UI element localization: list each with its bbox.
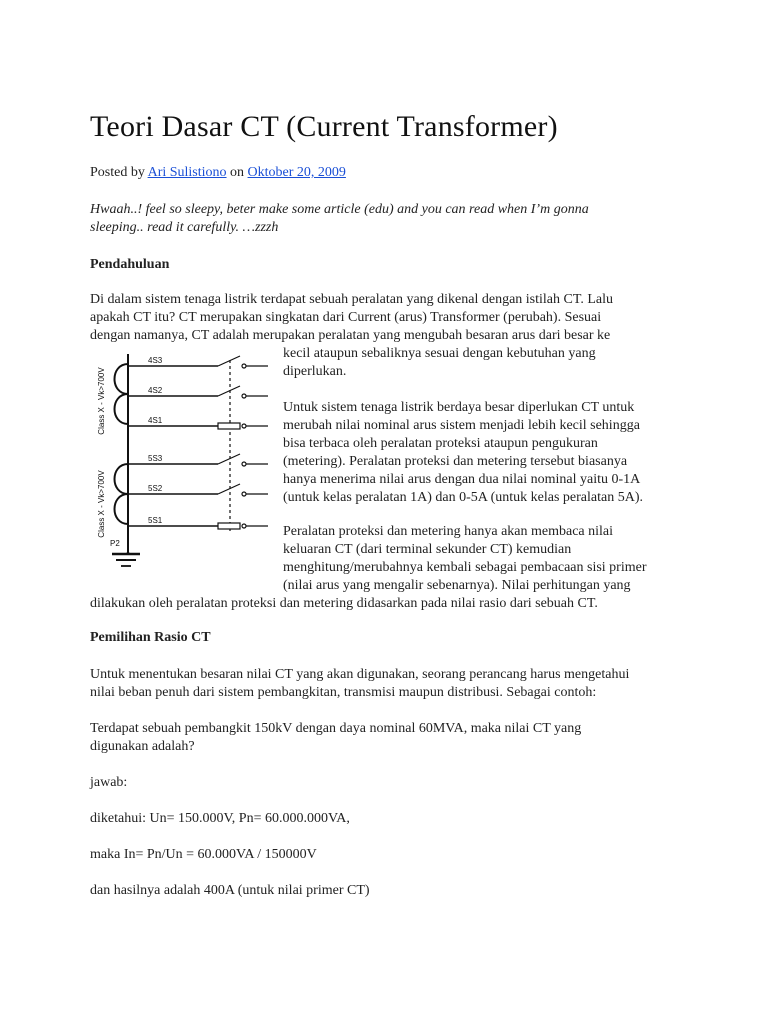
heading-pemilihan-rasio: Pemilihan Rasio CT [90,630,211,645]
posted-by-label: Posted by [90,165,145,180]
paragraph-line-full: dilakukan oleh peralatan proteksi dan metering didasarkan pada nilai rasio dari sebuah CT. [90,596,598,611]
terminal-label: 5S3 [148,454,163,463]
paragraph-line: (metering). Peralatan proteksi dan metering tersebut biasanya [283,454,628,469]
terminal-label: 4S1 [148,416,163,425]
paragraph-line: (untuk kelas peralatan 1A) dan 0-5A (untuk kelas peralatan 5A). [283,490,643,505]
ct-wiring-diagram [90,346,275,581]
paragraph-line: merubah nilai nominal arus sistem menjadi lebih kecil sehingga [283,418,640,433]
paragraph-line: Untuk menentukan besaran nilai CT yang akan digunakan, seorang perancang harus mengetahui [90,667,630,682]
date-link[interactable]: Oktober 20, 2009 [247,165,346,180]
wrap-paragraph-2 [283,399,643,507]
terminal-label: 5S1 [148,516,163,525]
paragraph-line: Peralatan proteksi dan metering hanya akan membaca nilai [283,524,614,539]
paragraph-line: diperlukan. [283,364,347,379]
ct-coil [115,494,129,524]
wrap-paragraph-1 [283,345,596,381]
rasio-paragraph-2 [90,720,581,756]
paragraph-line: Untuk sistem tenaga listrik berdaya besar diperlukan CT untuk [283,400,635,415]
heading-pendahuluan: Pendahuluan [90,257,170,272]
paragraph-line: keluaran CT (dari terminal sekunder CT) kemudian [283,542,572,557]
terminal-label: 4S3 [148,356,163,365]
ground-icon [112,552,140,566]
class-label-bottom: Class X - Vk>700V [97,470,106,538]
wrap-paragraph-3 [283,523,647,595]
article-title: Teori Dasar CT (Current Transformer) [90,110,558,143]
intro-line: Hwaah..! feel so sleepy, beter make some article (edu) and you can read when I’m gonna [90,202,589,217]
known-values: diketahui: Un= 150.000V, Pn= 60.000.000VA, [90,811,350,826]
paragraph-line: Di dalam sistem tenaga listrik terdapat sebuah peralatan yang dikenal dengan istilah CT. Lalu [90,292,614,307]
paragraph-line: kecil ataupun sebaliknya sesuai dengan kebutuhan yang [283,346,596,361]
terminal-label: 4S2 [148,386,163,395]
class-label-top: Class X - Vk>700V [97,367,106,435]
ct-coil [115,364,129,394]
ground-label: P2 [110,539,120,548]
intro-text [90,201,650,237]
paragraph-line: Terdapat sebuah pembangkit 150kV dengan daya nominal 60MVA, maka nilai CT yang [90,721,582,736]
terminal-label: 5S2 [148,484,163,493]
post-meta [90,165,346,181]
paragraph-line: apakah CT itu? CT merupakan singkatan dari Current (arus) Transformer (perubah). Sesuai [90,310,602,325]
paragraph-line: menghitung/merubahnya kembali sebagai pembacaan sisi primer [283,560,647,575]
paragraph-line: bisa terbaca oleh peralatan proteksi ataupun pengukuran [283,436,598,451]
ct-coil [115,394,129,424]
rasio-paragraph-1 [90,666,629,702]
formula: maka In= Pn/Un = 60.000VA / 150000V [90,847,317,862]
result: dan hasilnya adalah 400A (untuk nilai primer CT) [90,883,370,898]
on-label: on [230,165,245,180]
author-link[interactable]: Ari Sulistiono [147,165,227,180]
paragraph-line: digunakan adalah? [90,739,195,754]
paragraph-line: dengan namanya, CT adalah merupakan peralatan yang mengubah besaran arus dari besar ke [90,328,611,343]
ct-coil [115,464,129,494]
paragraph-line: (nilai arus yang mengalir sebenarnya). Nilai perhitungan yang [283,578,631,593]
paragraph-line: nilai beban penuh dari sistem pembangkitan, transmisi maupun distribusi. Sebagai contoh: [90,685,597,700]
intro-line: sleeping.. read it carefully. …zzzh [90,220,279,235]
pendahuluan-paragraph [90,291,613,345]
paragraph-line: hanya menerima nilai arus dengan dua nilai nominal yaitu 0-1A [283,472,641,487]
answer-label: jawab: [90,775,128,790]
